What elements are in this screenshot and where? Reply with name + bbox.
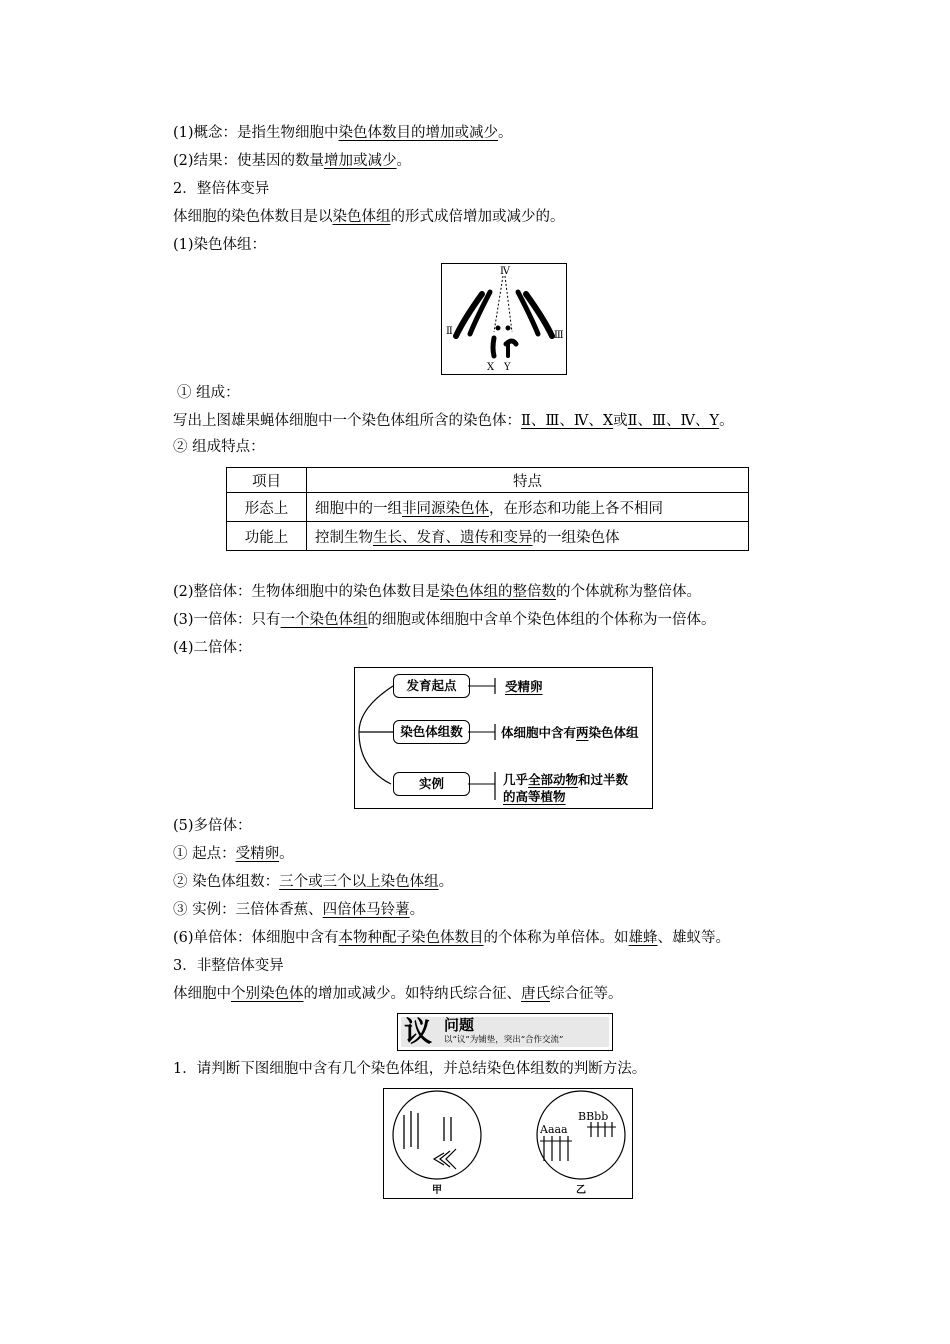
- cell-b-top-genes: BBbb: [578, 1110, 609, 1123]
- y-label: Y: [504, 362, 511, 373]
- origin-desc: 受精卵: [505, 679, 543, 694]
- row-item: 形态上: [227, 493, 307, 522]
- cell-b-label: 乙: [576, 1185, 586, 1196]
- euploid-desc: 体细胞的染色体数目是以染色体组的形式成倍增加或减少的。: [173, 209, 565, 225]
- roman-2-label: Ⅱ: [446, 326, 453, 337]
- x-label: X: [487, 362, 495, 373]
- polyploid-set-count: ② 染色体组数：三个或三个以上染色体组。: [173, 874, 454, 890]
- cell-figure: [383, 1088, 633, 1199]
- row-item: 功能上: [227, 522, 307, 551]
- fly-chromosome-figure: [441, 263, 567, 375]
- composition-line: 写出上图雄果蝇体细胞中一个染色体组所含的染色体：Ⅱ、Ⅲ、Ⅳ、X或Ⅱ、Ⅲ、Ⅳ、Y。: [173, 413, 734, 429]
- polyploid-examples: ③ 实例：三倍体香蕉、四倍体马铃薯。: [173, 902, 425, 918]
- table-row: [227, 522, 749, 551]
- monoploid-definition: (3)一倍体：只有一个染色体组的细胞或体细胞中含单个染色体组的个体称为一倍体。: [173, 612, 716, 628]
- banner-big-char: 议: [404, 1015, 433, 1048]
- euploid-definition: (2)整倍体：生物体细胞中的染色体数目是染色体组的整倍数的个体就称为整倍体。: [173, 584, 702, 600]
- roman-4-label: Ⅳ: [500, 266, 510, 277]
- set-count-desc: 体细胞中含有两染色体组: [501, 725, 639, 740]
- diploid-diagram: [354, 667, 653, 809]
- row-feature: 控制生物生长、发育、遗传和变异的一组染色体: [307, 522, 749, 551]
- discussion-banner: [397, 1013, 613, 1051]
- chromosome-set-heading: (1)染色体组：: [173, 237, 267, 253]
- header-feature: 特点: [307, 468, 749, 493]
- node-set-count: 染色体组数: [393, 720, 470, 744]
- polyploid-heading: (5)多倍体：: [173, 818, 252, 834]
- table-row: [227, 493, 749, 522]
- result-line: (2)结果：使基因的数量增加或减少。: [173, 153, 412, 169]
- aneuploid-desc: 体细胞中个别染色体的增加或减少。如特纳氏综合征、唐氏综合征等。: [173, 986, 623, 1002]
- question-line: 1．请判断下图细胞中含有几个染色体组，并总结染色体组数的判断方法。: [173, 1061, 647, 1077]
- features-label: ② 组成特点：: [173, 439, 265, 455]
- row-feature: 细胞中的一组非同源染色体，在形态和功能上各不相同: [307, 493, 749, 522]
- concept-line: (1)概念：是指生物细胞中染色体数目的增加或减少。: [173, 125, 513, 141]
- features-table: [226, 467, 749, 551]
- polyploid-origin: ① 起点：受精卵。: [173, 846, 294, 862]
- node-origin: 发育起点: [393, 674, 470, 698]
- banner-subtitle: 以“议”为铺垫，突出“合作交流”: [444, 1035, 564, 1045]
- section-heading-euploid: 2．整倍体变异: [173, 181, 270, 197]
- node-examples: 实例: [393, 772, 470, 796]
- haploid-definition: (6)单倍体：体细胞中含有本物种配子染色体数目的个体称为单倍体。如雄蜂、雄蚁等。: [173, 930, 731, 946]
- header-item: 项目: [227, 468, 307, 493]
- cell-b-bottom-genes: Aaaa: [540, 1123, 568, 1136]
- composition-label: ① 组成：: [177, 385, 240, 401]
- diploid-heading: (4)二倍体：: [173, 640, 252, 656]
- examples-desc: 几乎全部动物和过半数 的高等植物: [503, 772, 629, 804]
- banner-title: 问题: [444, 1016, 475, 1034]
- aneuploid-heading: 3．非整倍体变异: [173, 958, 284, 974]
- table-header-row: [227, 468, 749, 493]
- roman-3-label: Ⅲ: [554, 330, 564, 341]
- cell-a-label: 甲: [432, 1185, 442, 1196]
